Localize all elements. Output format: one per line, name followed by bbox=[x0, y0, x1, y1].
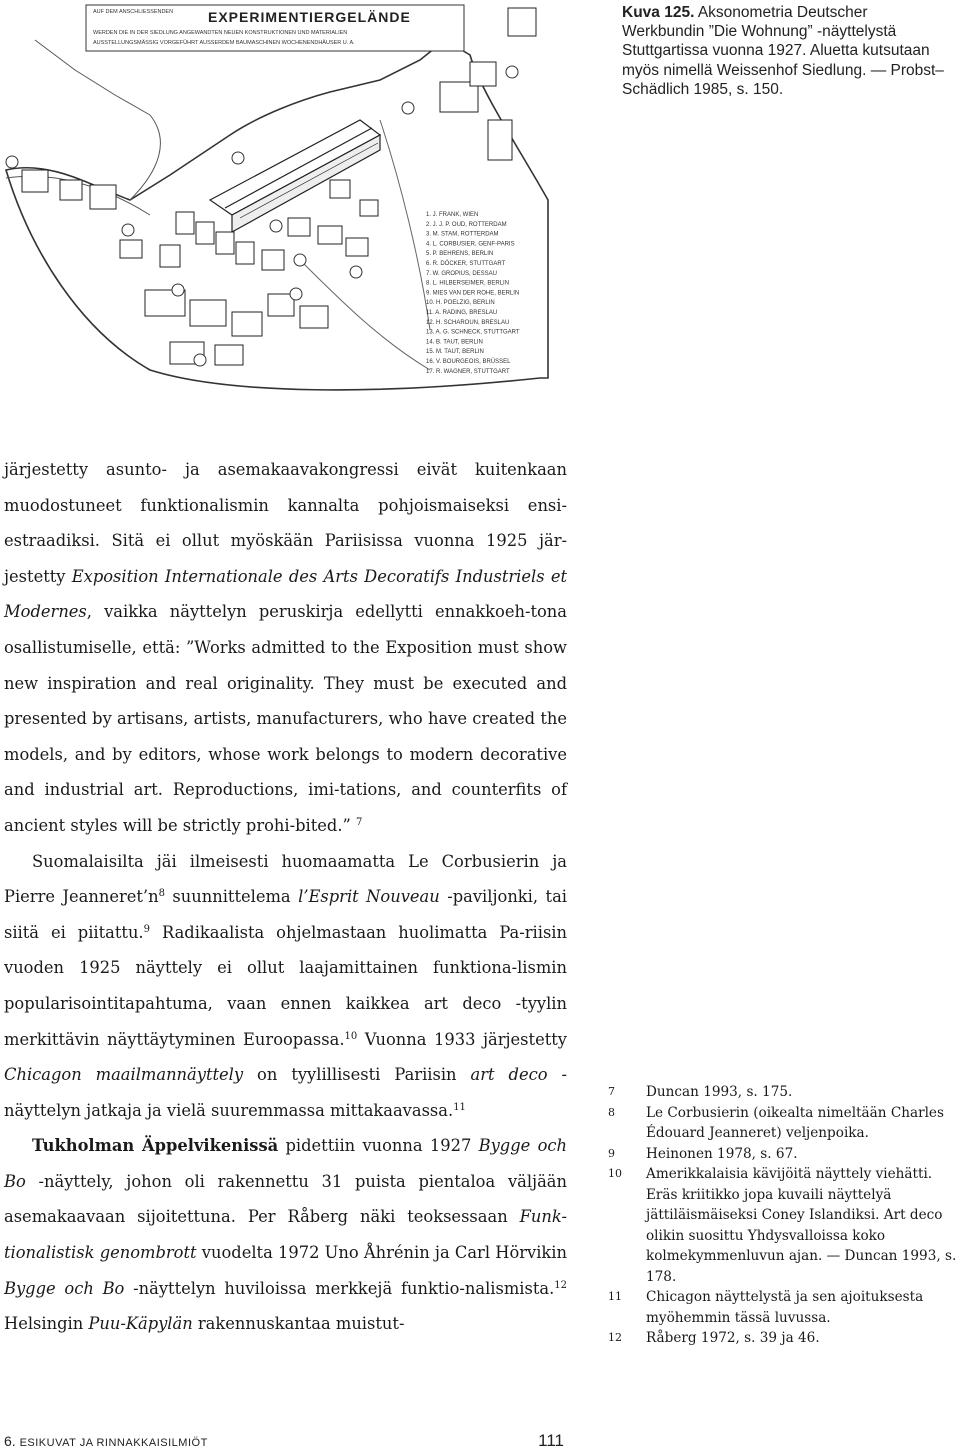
text-run: -näyttely, johon oli rakennettu 31 puista pientaloa väljään asemakaavaan sijoitettuna. Per Råberg näki teoksessaan bbox=[4, 1171, 567, 1227]
banner-title: EXPERIMENTIERGELÄNDE bbox=[208, 9, 411, 25]
legend-entry: 9. MIES VAN DER ROHE, BERLIN bbox=[426, 290, 520, 297]
legend-entry: 1. J. FRANK, WIEN bbox=[426, 212, 479, 218]
chapter-title: ESIKUVAT JA RINNAKKAISILMIÖT bbox=[19, 1437, 208, 1449]
legend-entry: 17. R. WAGNER, STUTTGART bbox=[426, 368, 510, 375]
italic-title: Exposition Internationale des Arts Decoratifs Industriels et Modernes bbox=[4, 566, 567, 622]
legend-entry: 5. P. BEHRENS, BERLIN bbox=[426, 251, 494, 258]
axonometric-site-plan-figure bbox=[0, 0, 590, 395]
paragraph-2 bbox=[4, 844, 567, 1129]
text-run: Suomalaisilta jäi ilmeisesti huomaamatta Le Corbusierin ja Pierre Jeanneret’n bbox=[4, 851, 567, 907]
legend-entry: 3. M. STAM, ROTTERDAM bbox=[426, 231, 499, 238]
text-run: suunnittelema bbox=[164, 887, 299, 907]
footnote-text: Le Corbusierin (oikealta nimeltään Charles Édouard Jeanneret) veljenpoika. bbox=[646, 1104, 944, 1141]
bold-heading-run: Tukholman Äppelvikenissä bbox=[32, 1136, 279, 1156]
text-run: Helsingin bbox=[4, 1314, 89, 1334]
footnote-ref: 8 bbox=[158, 888, 165, 900]
legend-entry: 10. H. POELZIG, BERLIN bbox=[426, 300, 495, 307]
italic-place: Puu-Käpylän bbox=[88, 1314, 193, 1334]
legend-entry: 14. B. TAUT, BERLIN bbox=[426, 339, 483, 346]
text-run: -näyttelyn huviloissa merkkejä funktio-nalismista. bbox=[124, 1278, 555, 1298]
footnote-number: 10 bbox=[608, 1167, 622, 1180]
italic-title: l’Esprit Nouveau bbox=[298, 887, 440, 907]
legend-entry: 12. H. SCHAROUN, BRESLAU bbox=[426, 319, 510, 326]
footnote-text: Amerikkalaisia kävijöitä näyttely viehätti. Eräs kriitikko jopa kuvaili näyttelyä jättiläismäiseksi Coney Islandiksi. Art deco olikin suosittu Yhdysvalloissa koko kolmekymmenluvun ajan. — Duncan 1993, s. 178. bbox=[646, 1166, 957, 1285]
chapter-number: 6. bbox=[4, 1433, 20, 1449]
italic-title: Bygge och Bo bbox=[4, 1136, 567, 1191]
banner-line-1: AUF DEM ANSCHLIESSENDEN bbox=[93, 9, 174, 15]
italic-title: Chicagon maailmannäyttely bbox=[4, 1065, 244, 1085]
footnote bbox=[608, 1082, 960, 1103]
legend-entry: 6. R. DÖCKER, STUTTGART bbox=[426, 261, 506, 267]
footnote-text: Chicagon näyttelystä ja sen ajoituksesta myöhemmin tässä luvussa. bbox=[646, 1289, 924, 1326]
caption-text: Aksonometria Deutscher Werkbundin ”Die Wohnung” -näyttelystä Stuttgartissa vuonna 1927. Aluetta kutsutaan myös nimellä Weissenhof Siedlung. — Probst–Schädlich 1985, s. 150. bbox=[622, 4, 944, 98]
footnote-ref: 9 bbox=[143, 923, 150, 935]
text-run: Radikaalista ohjelmastaan huolimatta Pa-riisin vuoden 1925 näyttely ei ollut laajamittainen funktiona-lismin popularisointitapahtuma, vaan ennen kaikkea art deco -tyylin merkittävin näyttäytyminen Euroopassa. bbox=[4, 922, 567, 1049]
footnote-ref: 12 bbox=[554, 1279, 568, 1291]
footnote-ref: 7 bbox=[356, 816, 363, 828]
text-run: rakennuskantaa muistut- bbox=[192, 1314, 405, 1334]
footnote-number: 12 bbox=[608, 1331, 622, 1344]
caption-label: Kuva 125. bbox=[622, 4, 695, 21]
footnote-number: 9 bbox=[608, 1146, 615, 1160]
legend-entry: 8. L. HILBERSEIMER, BERLIN bbox=[426, 280, 510, 287]
legend-entry: 2. J. J. P. OUD, ROTTERDAM bbox=[426, 221, 507, 228]
legend-entry: 7. W. GROPIUS, DESSAU bbox=[426, 270, 498, 277]
footnote-number: 7 bbox=[608, 1085, 615, 1098]
figure-caption bbox=[622, 3, 952, 99]
footnote-ref: 11 bbox=[453, 1101, 466, 1113]
footnote-text: Råberg 1972, s. 39 ja 46. bbox=[646, 1330, 820, 1346]
text-run: -paviljonki, tai siitä ei piitattu. bbox=[4, 887, 567, 942]
text-run: Vuonna 1933 järjestetty bbox=[357, 1029, 567, 1049]
footnote bbox=[608, 1164, 960, 1287]
footnote-number: 11 bbox=[608, 1290, 622, 1303]
site-plan-drawing bbox=[0, 0, 590, 395]
text-run: järjestetty asunto- ja asemakaavakongressi eivät kuitenkaan muodostuneet funktionalismin kannalta pohjoismaiseksi ensi-estraadiksi. Sitä ei ollut myöskään Pariisissa vuonna 1925 jär-jestetty bbox=[4, 460, 567, 586]
legend-entry: 11. A. RADING, BRESLAU bbox=[426, 310, 498, 316]
page-number: 111 bbox=[538, 1431, 564, 1450]
legend-entry: 16. V. BOURGEOIS, BRÜSSEL bbox=[426, 359, 511, 365]
footnote-text: Duncan 1993, s. 175. bbox=[646, 1084, 793, 1100]
italic-term: art deco bbox=[470, 1065, 548, 1085]
running-footer bbox=[4, 1433, 208, 1449]
paragraph-3 bbox=[4, 1128, 567, 1342]
page-footer bbox=[4, 1433, 564, 1451]
italic-title: Bygge och Bo bbox=[4, 1278, 125, 1298]
footnote bbox=[608, 1103, 960, 1144]
footnotes bbox=[608, 1082, 960, 1349]
italic-title: Funk-tionalistisk genombrott bbox=[4, 1207, 567, 1263]
footnote bbox=[608, 1144, 960, 1165]
footnote bbox=[608, 1328, 960, 1349]
body-text bbox=[4, 452, 567, 1342]
text-run: on tyylillisesti Pariisin bbox=[243, 1065, 471, 1085]
text-run: pidettiin vuonna 1927 bbox=[278, 1136, 479, 1156]
legend-entry: 13. A. G. SCHNECK, STUTTGART bbox=[426, 329, 520, 336]
footnote bbox=[608, 1287, 960, 1328]
text-run: , vaikka näyttelyn peruskirja edellytti ennakkoeh-tona osallistumiselle, että: ”Works admitted to the Exposition must show new inspiration and real originality. They must be executed and presented by artisans, artists, manufacturers, who have created the models, and by editors, whose work belongs to modern decorative and industrial art. Reproductions, imi-tations, and counterfits of ancient styles will be strictly prohi-bited.” bbox=[4, 602, 567, 835]
paragraph-1 bbox=[4, 452, 567, 844]
banner-line-2: WERDEN DIE IN DER SIEDLUNG ANGEWANDTEN NEUEN KONSTRUKTIONEN UND MATERIALIEN bbox=[93, 30, 348, 36]
text-run: -näyttelyn jatkaja ja vielä suuremmassa mittakaavassa. bbox=[4, 1065, 567, 1120]
footnote-ref: 10 bbox=[344, 1030, 358, 1042]
legend-entry: 4. L. CORBUSIER, GENF-PARIS bbox=[426, 241, 515, 248]
legend-entry: 15. M. TAUT, BERLIN bbox=[426, 349, 484, 356]
footnote-text: Heinonen 1978, s. 67. bbox=[646, 1145, 798, 1162]
banner-line-3: AUSSTELLUNGSMÄSSIG VORGEFÜHRT AUSSERDEM BAUMASCHINEN WOCHENENDHÄUSER U. A. bbox=[93, 40, 355, 46]
text-run: vuodelta 1972 Uno Åhrénin ja Carl Hörvikin bbox=[196, 1243, 567, 1263]
footnote-number: 8 bbox=[608, 1105, 615, 1119]
